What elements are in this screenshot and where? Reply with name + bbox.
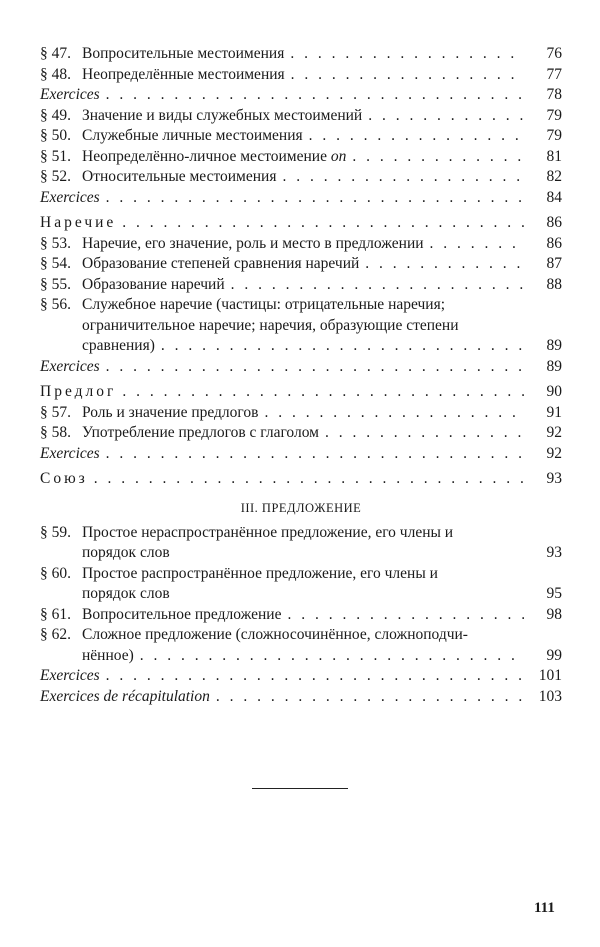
section-number: § 53. xyxy=(40,234,71,252)
section-number: § 57. xyxy=(40,403,71,421)
page-number: 76 xyxy=(546,45,562,62)
toc-entry-58 xyxy=(40,423,562,444)
dot-leader xyxy=(106,85,524,106)
page-number: 93 xyxy=(546,544,562,561)
entry-title-line: порядок слов xyxy=(82,544,170,561)
dot-leader xyxy=(106,666,524,687)
entry-title: Служебные личные местоимения xyxy=(82,127,303,144)
toc-entry-55 xyxy=(40,275,562,296)
toc-entry-recapitulation xyxy=(40,687,562,708)
toc-entry-53 xyxy=(40,234,562,255)
page-number: 84 xyxy=(546,188,562,206)
toc-entry-59 xyxy=(40,523,562,564)
page-number: 79 xyxy=(546,127,562,144)
entry-title-line: Служебное наречие (частицы: отрицательные наречия; xyxy=(82,296,446,313)
dot-leader xyxy=(309,126,524,147)
toc-entry-49 xyxy=(40,106,562,127)
chapter-title: Союз xyxy=(40,470,88,487)
section-number: § 48. xyxy=(40,65,71,83)
dot-leader xyxy=(216,687,524,708)
dot-leader xyxy=(106,444,524,465)
dot-leader xyxy=(287,605,524,626)
toc-entry-exercices xyxy=(40,444,562,465)
toc-entry-62 xyxy=(40,625,562,666)
dot-leader xyxy=(161,336,524,357)
section-number: § 49. xyxy=(40,106,71,124)
section-number: § 50. xyxy=(40,127,71,144)
dot-leader xyxy=(325,423,524,444)
entry-title: Роль и значение предлогов xyxy=(82,403,259,421)
page-number: 81 xyxy=(546,147,562,165)
page-number: 91 xyxy=(546,403,562,421)
entry-title: Образование степеней сравнения наречий xyxy=(82,255,360,272)
entry-title-line: ограничительное наречие; наречия, образующие степени xyxy=(82,316,459,334)
entry-title-line: Сложное предложение (сложносочинённое, сложноподчи- xyxy=(82,626,468,643)
page-number: 86 xyxy=(546,214,562,231)
page-number: 88 xyxy=(546,275,562,293)
section-number: § 52. xyxy=(40,168,71,185)
chapter-title: Предлог xyxy=(40,383,117,400)
dot-leader xyxy=(291,65,524,86)
folio-page-number: 111 xyxy=(534,900,555,916)
section-number: § 54. xyxy=(40,255,71,272)
entry-title: Относительные местоимения xyxy=(82,168,277,185)
section-number: § 47. xyxy=(40,45,71,62)
page-number: 82 xyxy=(546,168,562,185)
section-number: § 51. xyxy=(40,147,71,165)
page-number: 86 xyxy=(546,234,562,252)
page-number: 92 xyxy=(546,424,562,441)
entry-title-line: Простое распространённое предложение, его члены и xyxy=(82,564,438,582)
entry-title: Exercices xyxy=(40,86,100,103)
section-number: § 56. xyxy=(40,296,71,313)
page-number: 93 xyxy=(546,470,562,487)
dot-leader xyxy=(365,254,524,275)
entry-title: Неопределённые местоимения xyxy=(82,65,285,83)
part-heading: III. ПРЕДЛОЖЕНИЕ xyxy=(240,500,362,515)
toc-entry-exercices xyxy=(40,357,562,378)
toc-entry-exercices xyxy=(40,85,562,106)
entry-title: Exercices de récapitulation xyxy=(40,687,210,705)
dot-leader xyxy=(290,44,524,65)
entry-title-foreign-word: on xyxy=(330,147,347,165)
entry-title-line: Простое нераспространённое предложение, его члены и xyxy=(82,523,454,541)
toc-entry-54 xyxy=(40,254,562,275)
entry-title: Значение и виды служебных местоимений xyxy=(82,106,363,124)
toc-chapter-adverb xyxy=(40,213,562,234)
toc-entry-48 xyxy=(40,65,562,86)
page-number: 95 xyxy=(546,585,562,602)
entry-title: Exercices xyxy=(40,357,100,375)
entry-title: Образование наречий xyxy=(82,275,225,293)
entry-title: Exercices xyxy=(40,188,100,206)
page-number: 98 xyxy=(546,605,562,623)
page-number: 87 xyxy=(546,255,562,272)
toc-chapter-conjunction xyxy=(40,469,562,490)
page-number: 77 xyxy=(546,65,562,83)
section-number: § 62. xyxy=(40,626,71,643)
end-rule xyxy=(252,788,348,789)
entry-title: Exercices xyxy=(40,667,100,684)
toc-entry-56 xyxy=(40,295,562,357)
dot-leader xyxy=(352,147,524,168)
dot-leader xyxy=(282,167,524,188)
entry-title: Вопросительные местоимения xyxy=(82,45,285,62)
dot-leader xyxy=(106,188,524,209)
section-number: § 59. xyxy=(40,523,71,541)
section-number: § 55. xyxy=(40,275,71,293)
page-number: 92 xyxy=(546,444,562,462)
dot-leader xyxy=(122,213,524,234)
page-number: 90 xyxy=(546,383,562,400)
section-number: § 60. xyxy=(40,564,71,582)
entry-title-line: сравнения) xyxy=(82,337,155,354)
dot-leader xyxy=(430,234,524,255)
table-of-contents xyxy=(40,44,562,707)
chapter-title: Наречие xyxy=(40,214,117,231)
section-number: § 58. xyxy=(40,424,71,441)
toc-entry-47 xyxy=(40,44,562,65)
entry-title: Наречие, его значение, роль и место в предложении xyxy=(82,234,424,252)
entry-title-line: порядок слов xyxy=(82,585,170,602)
dot-leader xyxy=(106,357,524,378)
entry-title: Неопределённо-личное местоимение xyxy=(82,147,327,165)
dot-leader xyxy=(94,469,524,490)
dot-leader xyxy=(368,106,524,127)
dot-leader xyxy=(140,646,524,667)
toc-entry-50 xyxy=(40,126,562,147)
page-number: 99 xyxy=(546,646,562,664)
entry-title: Вопросительное предложение xyxy=(82,605,282,623)
toc-entry-52 xyxy=(40,167,562,188)
toc-chapter-preposition xyxy=(40,382,562,403)
entry-title: Exercices xyxy=(40,444,100,462)
section-number: § 61. xyxy=(40,605,71,623)
toc-entry-51 xyxy=(40,147,562,168)
toc-entry-61 xyxy=(40,605,562,626)
entry-title: Употребление предлогов с глаголом xyxy=(82,424,319,441)
toc-entry-57 xyxy=(40,403,562,424)
dot-leader xyxy=(231,275,524,296)
page-number: 89 xyxy=(546,357,562,375)
toc-entry-exercices xyxy=(40,188,562,209)
entry-title-line: нённое) xyxy=(82,646,134,664)
page-number: 79 xyxy=(546,106,562,124)
page-number: 78 xyxy=(546,86,562,103)
toc-entry-60 xyxy=(40,564,562,605)
dot-leader xyxy=(122,382,524,403)
page-number: 103 xyxy=(538,687,562,705)
dot-leader xyxy=(264,403,524,424)
page-number: 89 xyxy=(546,337,562,354)
toc-entry-exercices xyxy=(40,666,562,687)
page-number: 101 xyxy=(538,667,562,684)
